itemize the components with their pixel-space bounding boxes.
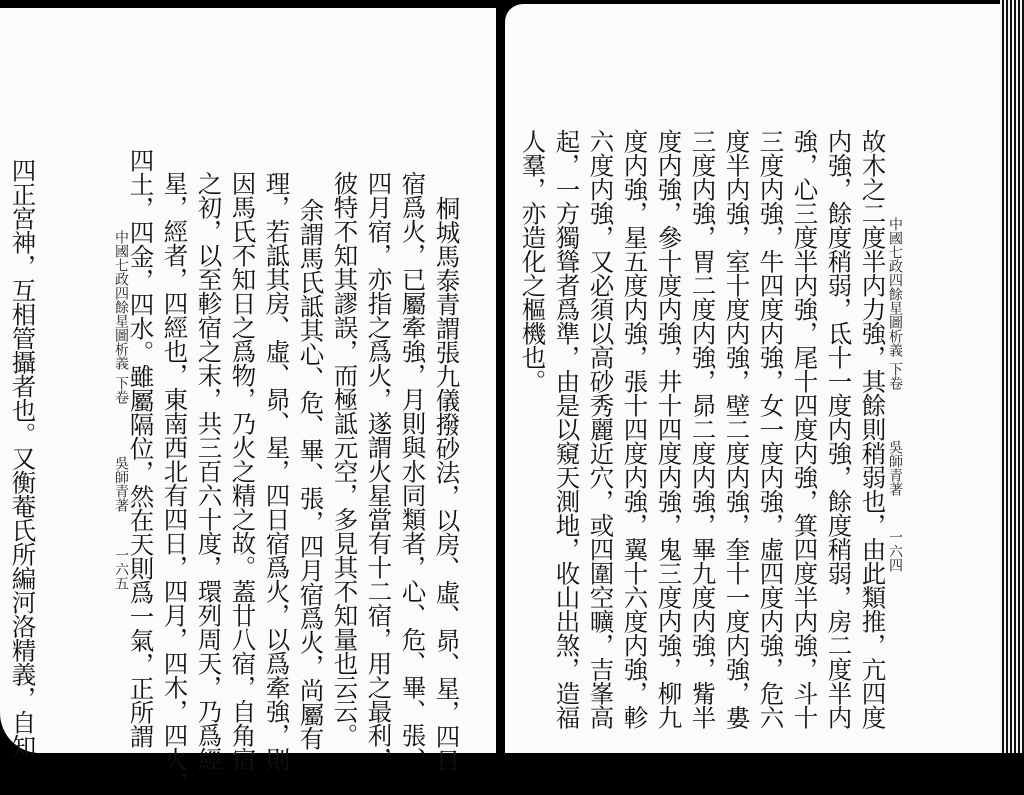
- page-header-author: 吳師青著: [113, 456, 129, 512]
- text-line: 星，經者，四經也，東南西北有四日，四月，四木，四火，: [160, 171, 190, 795]
- text-line: 彼特不知其謬誤，而極詆元空，多見其不知量也云云。: [330, 171, 360, 747]
- text-line: 四正宮神，互相管攝者也。又衡菴氏所編河洛精義，自知: [8, 158, 38, 758]
- text-line: 度内強，參十度内強，井十四度内強，鬼三度内強，柳九: [654, 129, 684, 729]
- book-page-edges: [1000, 0, 1024, 753]
- text-line: 六度内強，又必須以高砂秀麗近穴，或四圍空曠，吉峯高: [586, 129, 616, 729]
- text-line: 起，一方獨聳者爲準，由是以窺天測地，收山出煞，造福: [552, 129, 582, 729]
- page-header-title: 中國七政四餘星圖析義: [113, 230, 129, 370]
- text-line: 宿爲火，已屬牽強，月則與水同類者，心、危、畢、張、: [398, 171, 428, 771]
- text-line: 桐城馬泰青謂張九儀撥砂法，以房、虛、昴、星，四日: [432, 196, 462, 772]
- page-header-title: 中國七政四餘星圖析義: [887, 217, 903, 357]
- text-line: 故木之二度半内力強，其餘則稍弱也，由此類推，亢四度: [858, 129, 888, 729]
- left-page: [0, 8, 496, 795]
- page-header-author: 吳師青著: [887, 440, 903, 496]
- page-number: 一六四: [887, 530, 903, 572]
- page-number: 一六五: [113, 548, 129, 590]
- text-line: 強，心三度半内強，尾十四度内強，箕四度半内強，斗十: [790, 129, 820, 729]
- text-line: 余謂馬氏詆其心、危、畢、張，四月宿爲火，尚屬有: [296, 198, 326, 750]
- text-line: 人羣，亦造化之樞機也。: [518, 129, 548, 393]
- text-line: 理，若詆其房、虛、昴、星，四日宿爲火，以爲牽強，則: [262, 171, 292, 771]
- text-line: 度内強，星五度内強，張十四度内強，翼十六度内強，軫: [620, 129, 650, 729]
- text-line: 四月宿，亦指之爲火，遂謂火星當有十二宿，用之最利，: [364, 171, 394, 771]
- text-line: 度半内強，室十度内強，壁二度内強，奎十一度内強，婁: [722, 129, 752, 729]
- page-header-volume: 下卷: [113, 376, 129, 404]
- text-line: 内強，餘度稍弱，氐十一度内強，餘度稍弱，房二度半内: [824, 129, 854, 729]
- text-line: 三度内強，胃二度内強，昴二度内強，畢九度内強，觜半: [688, 129, 718, 729]
- text-line: 之初，以至軫宿之末，共三百六十度，環列周天，乃爲經: [194, 171, 224, 771]
- text-line: 三度内強，牛四度内強，女一度内強，虛四度内強，危六: [756, 129, 786, 729]
- text-line: 因馬氏不知日之爲物，乃火之精之故。蓋廿八宿，自角宿: [228, 171, 258, 771]
- text-line: 四土，四金，四水。雖屬隔位，然在天則爲一氣，正所謂: [126, 148, 156, 748]
- book-gutter: [496, 0, 505, 753]
- page-header-volume: 下卷: [887, 362, 903, 390]
- right-page: [505, 4, 1000, 753]
